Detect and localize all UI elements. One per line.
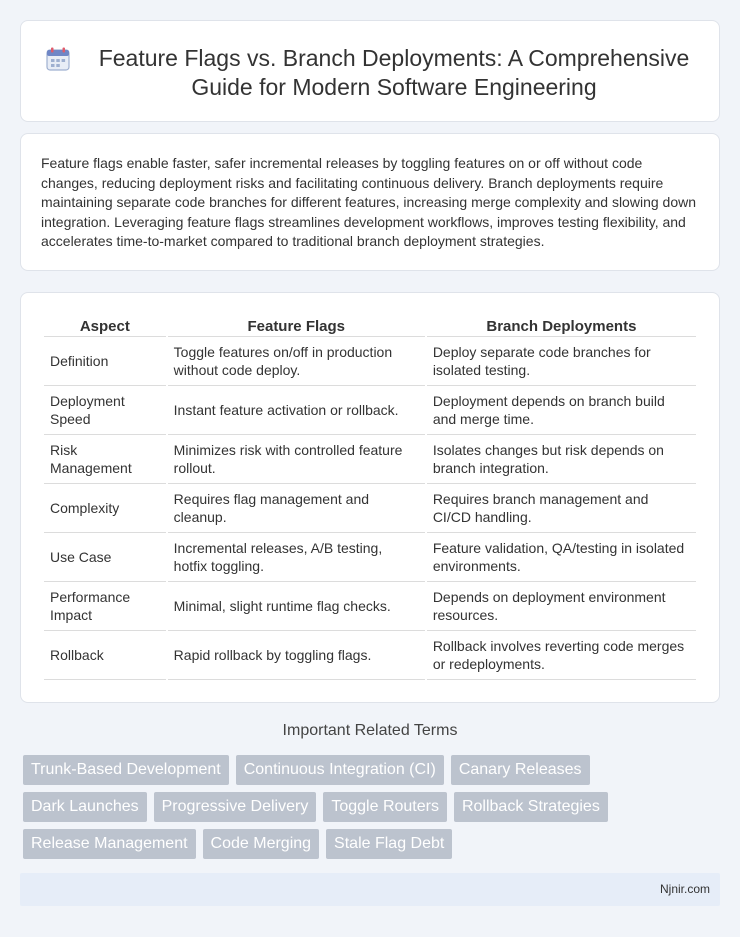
branch-deployments-cell: Depends on deployment environment resources. (427, 582, 696, 631)
aspect-cell: Definition (44, 337, 166, 386)
related-terms-list (23, 755, 723, 866)
feature-flags-cell: Requires flag management and cleanup. (168, 484, 425, 533)
footer-site-name[interactable]: Njnir.com (659, 882, 710, 896)
page-title: Feature Flags vs. Branch Deployments: A Comprehensive Guide for Modern Software Engineering (98, 45, 690, 100)
title-card (20, 20, 720, 122)
aspect-cell: Performance Impact (44, 582, 166, 631)
header-branch-deployments: Branch Deployments (427, 317, 696, 337)
tag-trunk-based-development[interactable]: Trunk-Based Development (23, 755, 229, 785)
tag-dark-launches[interactable]: Dark Launches (23, 792, 147, 822)
comparison-table (42, 317, 698, 680)
feature-flags-cell: Toggle features on/off in production without code deploy. (168, 337, 425, 386)
feature-flags-cell: Rapid rollback by toggling flags. (168, 631, 425, 680)
aspect-cell: Complexity (44, 484, 166, 533)
table-row (44, 386, 696, 435)
table-row (44, 484, 696, 533)
tag-progressive-delivery[interactable]: Progressive Delivery (154, 792, 317, 822)
feature-flags-cell: Instant feature activation or rollback. (168, 386, 425, 435)
branch-deployments-cell: Isolates changes but risk depends on branch integration. (427, 435, 696, 484)
aspect-cell: Risk Management (44, 435, 166, 484)
table-row (44, 435, 696, 484)
tag-stale-flag-debt[interactable]: Stale Flag Debt (326, 829, 452, 859)
tag-canary-releases[interactable]: Canary Releases (451, 755, 590, 785)
header-feature-flags: Feature Flags (168, 317, 425, 337)
feature-flags-cell: Minimal, slight runtime flag checks. (168, 582, 425, 631)
branch-deployments-cell: Feature validation, QA/testing in isolated environments. (427, 533, 696, 582)
branch-deployments-cell: Deploy separate code branches for isolated testing. (427, 337, 696, 386)
branch-deployments-cell: Requires branch management and CI/CD handling. (427, 484, 696, 533)
table-row (44, 337, 696, 386)
tag-code-merging[interactable]: Code Merging (203, 829, 320, 859)
feature-flags-cell: Minimizes risk with controlled feature rollout. (168, 435, 425, 484)
footer-bar (20, 873, 720, 906)
tag-toggle-routers[interactable]: Toggle Routers (323, 792, 447, 822)
header-aspect: Aspect (44, 317, 166, 337)
branch-deployments-cell: Deployment depends on branch build and merge time. (427, 386, 696, 435)
aspect-cell: Use Case (44, 533, 166, 582)
tag-continuous-integration[interactable]: Continuous Integration (CI) (236, 755, 444, 785)
table-row (44, 533, 696, 582)
table-row (44, 582, 696, 631)
branch-deployments-cell: Rollback involves reverting code merges or redeployments. (427, 631, 696, 680)
intro-paragraph: Feature flags enable faster, safer incremental releases by toggling features on or off without code changes, reducing deployment risks and facilitating continuous delivery. Branch deployments require maintaining separate code branches for different features, increasing merge complexity and slowing down integration. Leveraging feature flags streamlines development workflows, improves testing flexibility, and accelerates time-to-market compared to traditional branch deployment strategies. (41, 155, 696, 250)
tag-release-management[interactable]: Release Management (23, 829, 196, 859)
aspect-cell: Deployment Speed (44, 386, 166, 435)
table-header-row (44, 317, 696, 337)
calendar-icon (45, 46, 71, 72)
tag-rollback-strategies[interactable]: Rollback Strategies (454, 792, 608, 822)
feature-flags-cell: Incremental releases, A/B testing, hotfix toggling. (168, 533, 425, 582)
intro-card (20, 133, 720, 271)
comparison-card (20, 292, 720, 703)
aspect-cell: Rollback (44, 631, 166, 680)
table-row (44, 631, 696, 680)
title-row (45, 44, 701, 102)
related-terms-heading: Important Related Terms (282, 722, 458, 739)
